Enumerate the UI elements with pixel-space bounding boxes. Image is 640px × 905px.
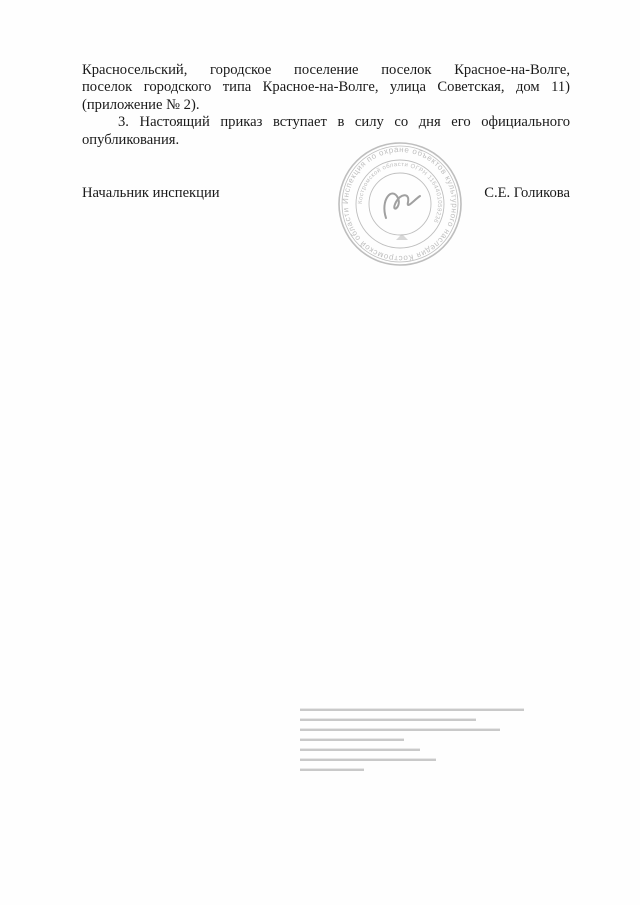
paragraph-2-line-2: опубликования. [82, 131, 180, 148]
paragraph-1-line-2: поселок городского типа Красное-на-Волге, улица Советская, дом 11) [82, 79, 570, 96]
seal-outer-text: Инспекция по охране объектов культурного наследия Костромской области [340, 144, 460, 264]
signature-title: Начальник инспекции [82, 185, 220, 201]
signature-name: С.Е. Голикова [484, 185, 570, 201]
paragraph-1-line-1: Красносельский, городское поселение поселок Красное-на-Волге, [82, 62, 570, 78]
handwritten-signature-icon [384, 194, 420, 218]
paragraph-1-line-3: (приложение № 2). [82, 96, 200, 113]
paragraph-2-line-1: 3. Настоящий приказ вступает в силу со дня его официального [118, 114, 570, 131]
body-text [82, 62, 570, 149]
seal-inner-text: Костромской области ОГРН 1164401059236 [357, 161, 443, 224]
faint-bleed-through-text: ▬▬▬▬▬▬▬▬▬▬▬▬▬▬▬▬▬▬▬▬▬▬▬▬▬▬▬▬ ▬▬▬▬▬▬▬▬▬▬▬▬▬▬▬▬▬▬▬▬▬▬ ▬▬▬▬▬▬▬▬▬▬▬▬▬▬▬▬▬▬▬▬▬▬▬▬▬ ▬▬▬▬▬▬▬▬▬▬▬▬▬ ▬▬▬▬▬▬▬▬▬▬▬▬▬▬▬ ▬▬▬▬▬▬▬▬▬▬▬▬▬▬▬▬▬ ▬▬▬▬▬▬▬▬ [300, 704, 524, 773]
official-seal-icon [336, 140, 464, 268]
